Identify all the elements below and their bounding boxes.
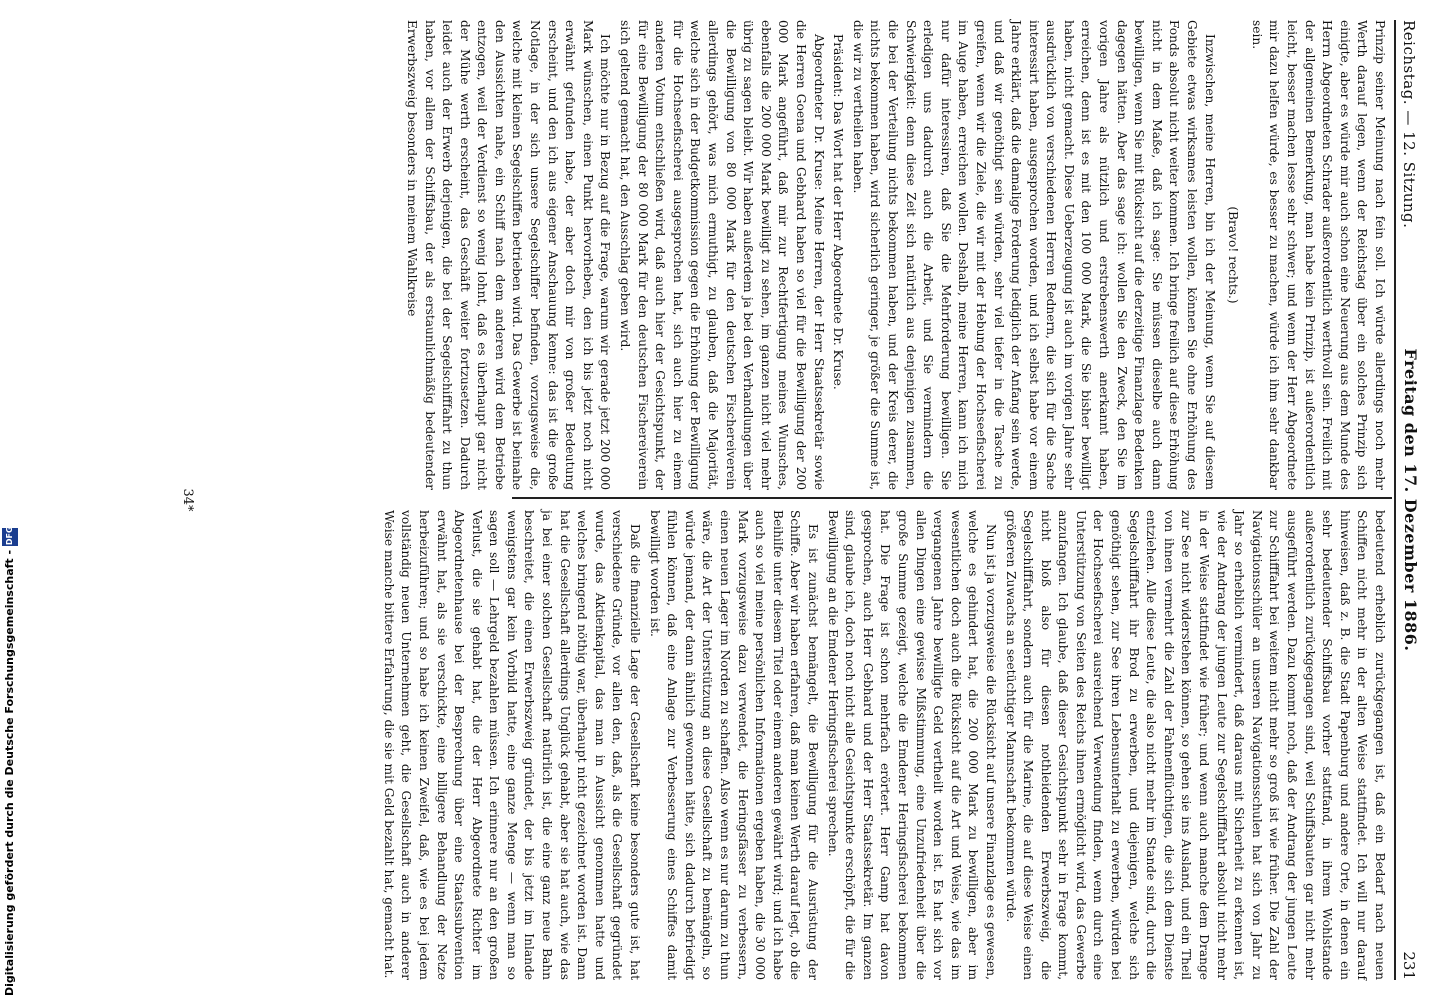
stage-direction: (Bravo! rechts.) — [1226, 206, 1241, 304]
paragraph: Ich möchte nur in Bezug auf die Frage, warum wir gerade jetzt 200 000 Mark wünschen, einen Punkt hervorheben, den ich bis jetzt noch nicht erwähnt gefunden habe, der aber doch mir von großer Bedeutung erscheint, und den ich aus eigener Anschauung kenne: das ist die große Notlage, in der sich unsere Segelschiffer befinden, vorzugsweise die, welche mit kleinen Segelschiffen betrieben wird. Das Gewerbe ist beinahe den Aussichten nahe, ein Schiff nach dem anderen wird dem Betriebe entzogen, weil der Verdienst so wenig lohnt, daß es überhaupt gar nicht der Mühe werth erscheint, das Geschäft weiter fortzusetzen. Dadurch leidet auch der Erwerb derjenigen, die bei der Segelschifffahrt zu thun haben, vor allem der Schiffsbau, der als erstaunlichmäßig bedeutender Erwerbszweig besonders in meinem Wahlkreise — [404, 20, 613, 490]
paragraph: Prinzip seiner Meinung nach fein soll. Ich würde allerdings noch mehr Werth darauf legen, wenn der Reichstag über ein solches Prinzip sich einigte, aber es würde mir auch schon eine Neuerung aus dem Munde des Herrn Abgeordneten Schrader außerordentlich werthvoll sein. Freilich mit der allgemeinen Bemerkung, man habe kein Prinzip, ist außerordentlich leicht, besser machen lesse sehr schwer; und wenn der Herr Abgeordnete mir dazu helfen würde, es besser zu machen, würde ich ihm sehr dankbar sein. — [1249, 20, 1387, 490]
header-rule — [1394, 20, 1396, 980]
paragraph: Daß die finanzielle Lage der Gesellschaft keine besonders gute ist, hat verschiedene Gründe, vor allen den, daß, als die Gesellschaft gegründet wurde, das Aktienkapital, das man in Aussicht genommen hatte und welches bringend nöthig war, überhaupt nicht gezeichnet worden ist. Dann hat die Gesellschaft allerdings Unglück gehabt, aber sie hat auch, wie das ja bei einer solchen Gesellschaft natürlich ist, die eine ganz neue Bahn beschreitet, die einen Erwerbszweig gründet, der bis jetzt im Inlande wenigstens gar kein Vorbild hatte, eine ganze Menge — wenn man so sagen soll — Lehrgeld bezahlen müssen. Ich erinnere nur an den großen Verlust, die sie gehabt hat, die der Herr Abgeordnete Richter im Abgeordnetenhause bei der Besprechung über eine Staatssubvention erwähnt hat, als sie verschickte, eine billigere Behandlung der Netze herbeizuführen; und so habe ich keinen Zweifel, daß, wie es bei jedem vollständig neuen Unternehmen geht, die Gesellschaft auch in anderer Weise manche bittere Erfahrung, die sie mit Geld bezahlt hat, gemacht hat. — [381, 510, 643, 980]
notice-text: Digitalisierung gefördert durch die Deutsche Forschungsgemeinschaft - — [3, 549, 16, 996]
paragraph: Es ist zunächst bemängelt, die Bewilligung für die Ausrüstung der Schiffe. Aber wir haben erfahren, daß man keinen Werth darauf legt, ob die Beihilfe unter diesem Titel oder einem anderen gewährt wird; und ich habe auch so viel meine persönlichen Informationen ergeben haben, die 30 000 Mark vorzugsweise dazu verwendet, die Heringsfässer zu verbessern, einen neuen Lager im Norden zu schaffen. Also wenn es nur darum zu thun wäre, die Art der Unterstützung an diese Gesellschaft zu bemängeln, so würde jemand, der dann ähnlich gewonnen hätte, sich dadurch befriedigt fühlen können, daß eine Anlage zur Verbesserung eines Schiffes damit bewilligt worden ist. — [647, 510, 820, 980]
right-column — [377, 510, 1388, 980]
speaker-paragraph: Abgeordneter Dr. Kruse: Meine Herren, der Herr Staatssekretär sowie die Herren Goena und Gebhard haben so viel für die Bewilligung der 200 000 Mark angeführt, daß mir zur Rechtfertigung meines Wunsches, ebenfalls die 200 000 Mark bewilligt zu sehen, im ganzen nicht viel mehr übrig zu sagen bleibt. Wir haben außerdem ja bei den Verhandlungen über die Bewilligung von 80 000 Mark für den deutschen Fischereiverein allerdings gehört, was mich ermuthigt, zu glauben, daß die Majorität, welche sich in der Budgetkommission gegen die Erhöhung der Bewilligung für die Hochseefischerei ausgesprochen hat, sich auch hier zu einem anderen Votum entschließen wird, daß auch hier der Gesichtspunkt, der für eine Bewilligung der 80 000 Mark für den deutschen Fischereiverein sich geltend gemacht hat, den Ausschlag geben wird. — [618, 20, 826, 490]
page-number: 231 — [1400, 951, 1418, 980]
dfg-logo: DFG — [2, 528, 18, 546]
speaker-paragraph: Präsident: Das Wort hat der Herr Abgeordnete Dr. Kruse. — [831, 34, 846, 390]
header-date: Freitag den 17. Dezember 1886. — [1401, 348, 1420, 652]
digitisation-notice — [2, 0, 20, 996]
header-session: Reichstag. — 12. Sitzung. — [1400, 20, 1418, 229]
paragraph: bedeutend erheblich zurückgegangen ist, daß ein Bedarf nach neuen Schiffen nicht mehr in der alten Weise stattfindet. Ich will nur darauf hinweisen, daß z. B. die Stadt Papenburg und andere Orte, in denen ein sehr bedeutender Schiffsbau vorher stattfand, in ihrem Wohlstande außerordentlich zurückgegangen sind, weil Schiffsbauten gar nicht mehr ausgeführt werden. Dazu kommt noch, daß der Andrang der jungen Leute zur Schifffahrt bei weitem nicht mehr so groß ist wie früher. Die Zahl der Navigationsschüler an unseren Navigationsschulen hat sich von Jahr zu Jahr so erheblich vermindert, daß daraus mit Sicherheit zu erkennen ist, wie der Andrang der jungen Leute zur Segelschifffahrt absolut nicht mehr in der Weise stattfindet wie früher; und wenn auch manche dem Drange zur See nicht widerstehen können, so gehen sie ins Ausland, und ein Theil von ihnen vermehrt die Zahl der Fahnenflüchtigen, die sich dem Dienste entziehen. Alle diese Leute, die also nicht mehr im Stande sind, durch die Segelschifffahrt ihr Brod zu erwerben, und diejenigen, welche sich genöthigt sehen, zur See ihren Lebensunterhalt zu erwerben, würden bei der Hochseefischerei ausreichend Verwendung finden, wenn durch eine Unterstützung von Seiten des Reichs ihnen ermöglicht wird, das Gewerbe anzufangen. Ich glaube, daß dieser Gesichtspunkt sehr in Frage kommt, nicht bloß also für diesen nothleidenden Erwerbszweig, die Segelschifffahrt, sondern auch für die Marine, die auf diese Weise einen größeren Zuwachs an seetüchtiger Mannschaft bekommen würde. — [1003, 510, 1387, 980]
paragraph: Inzwischen, meine Herren, bin ich der Meinung, wenn Sie auf diesem Gebiete etwas wirksames leisten wollen, können Sie ohne Erhöhung des Fonds absolut nicht weiter kommen. Ich bringe freilich auf diese Erhöhung nicht in dem Maße, daß ich sage: Sie müssen dieselbe auch dann bewilligen, wenn Sie mit Rücksicht auf die derzeitige Finanzlage Bedenken dagegen hätten. Aber das sage ich: wollen Sie den Zweck, den Sie im vorigen Jahre als nützlich und erstrebenswerth anerkannt haben, erreichen, denn ist es mit den 100 000 Mark, die Sie bisher bewilligt haben, nicht gemacht. Diese Ueberzeugung ist auch im vorigen Jahre sehr ausdrücklich von verschiedenen Herren Rednern, die sich für die Sache interessirt haben, ausgesprochen worden, und ich selbst habe vor einem Jahre erklärt, daß die damalige Forderung lediglich der Anfang sein werde, und daß wir genöthigt sein würden, sehr viel tiefer in die Tasche zu greifen, wenn wir die Ziele, die wir mit der Hebung der Hochseefischerei im Auge haben, erreichen wollen. Deshalb, meine Herren, kann ich mich nur dafür interessiren, daß Sie die Mehrforderung bewilligen. Sie erledigen uns dadurch auch die Arbeit, und Sie vermindern die Schwierigkeit: denn diese Zeit sich natürlich aus denjenigen zusammen, die bei der Verteilung nichts bekommen haben, und der Kreis derer, die nichts bekommen haben, wird sicherlich geringer, je größer die Summe ist, die wir zu vertheilen haben. — [850, 20, 1217, 490]
running-header — [1396, 20, 1424, 980]
left-column — [400, 20, 1388, 490]
signature-mark: 34* — [180, 488, 195, 512]
column-divider — [512, 497, 1392, 499]
paragraph: Nun ist ja vorzugsweise die Rücksicht auf unsere Finanzlage es gewesen, welche es gehindert hat, die 200 000 Mark zu bewilligen, aber im wesentlichen doch auch die Rücksicht auf die Art und Weise, wie das im vergangenen Jahre bewilligte Geld vertheilt worden ist. Es hat sich vor allen Dingen eine gewisse Mißstimmung, eine Unzufriedenheit über die große Summe gezeigt, welche die Emdener Heringsfischerei bekommen hat. Die Frage ist schon mehrfach erörtert. Herr Gamp hat davon gesprochen, auch Herr Gebhard und der Herr Staatssekretär. Im ganzen sind, glaube ich, doch noch nicht alle Gesichtspunkte erschöpft, die für die Bewilligung an die Emdener Heringsfischerei sprechen. — [825, 510, 998, 980]
